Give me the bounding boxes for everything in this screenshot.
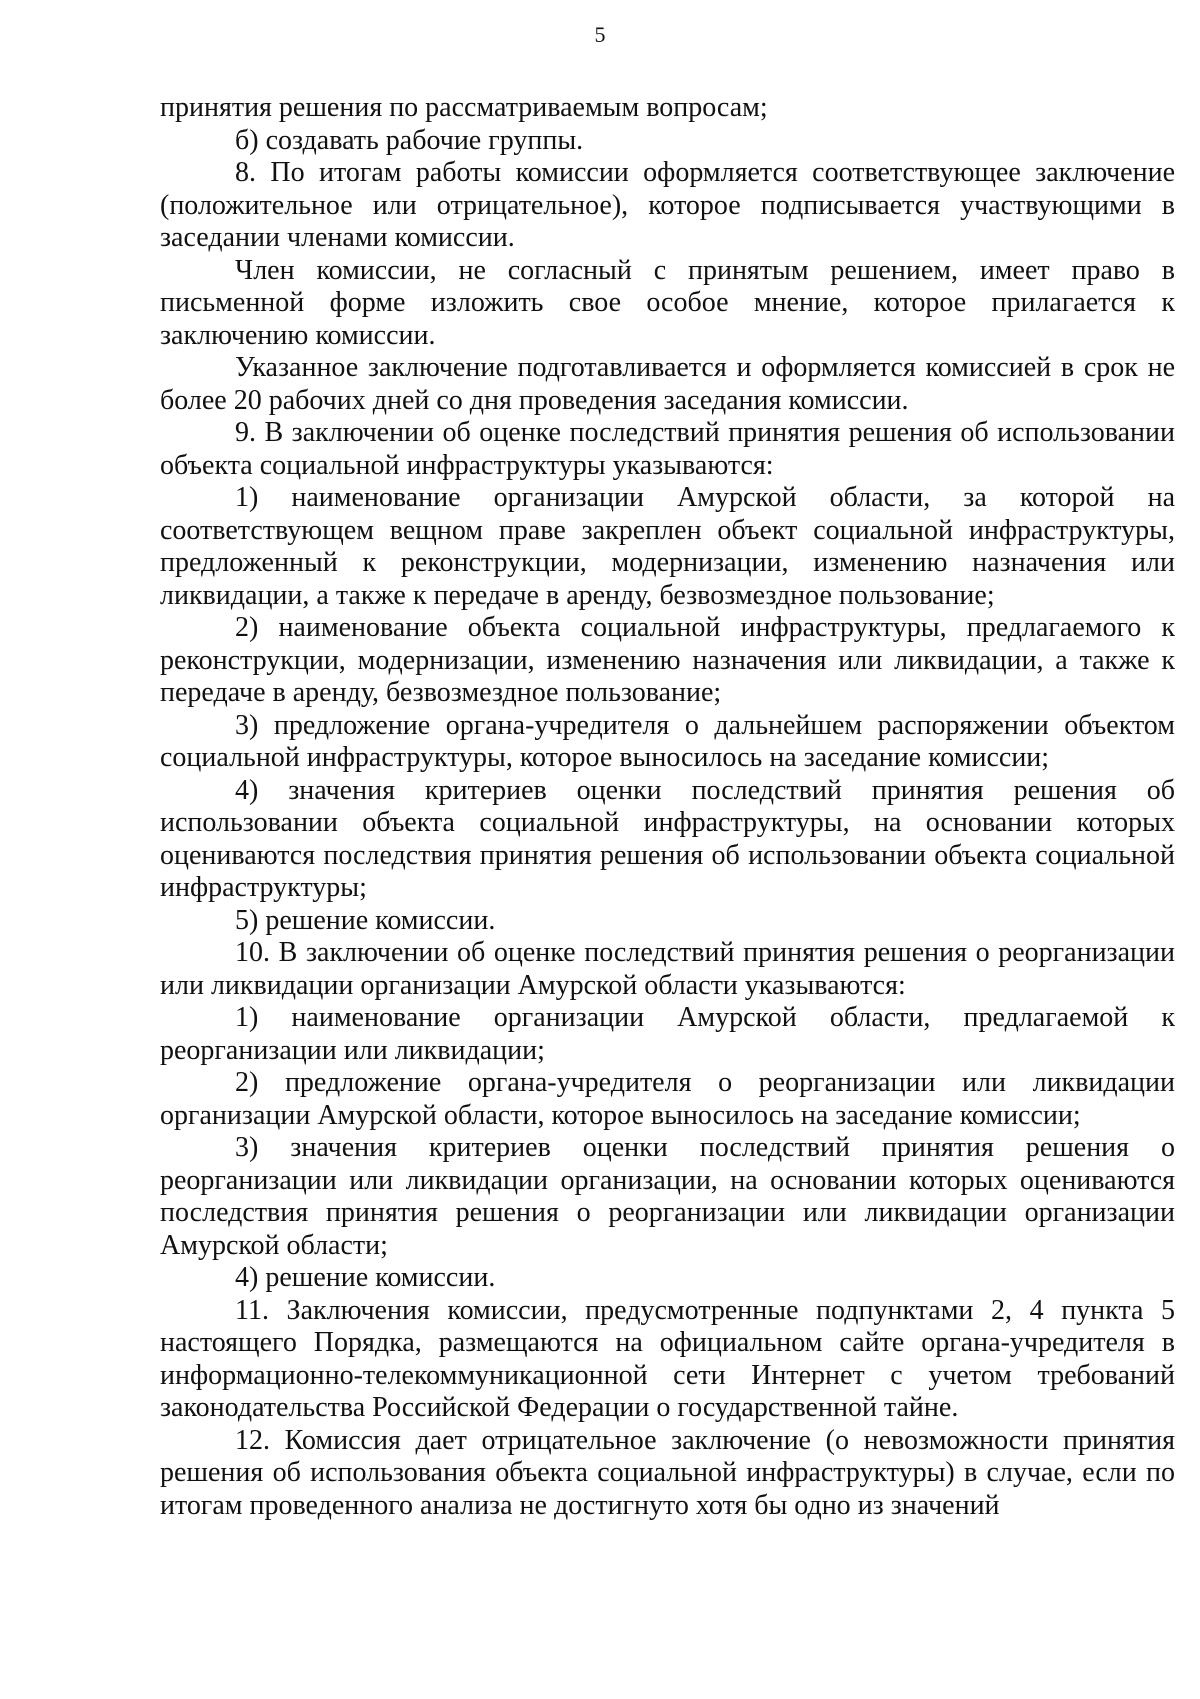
- page-number: 5: [594, 22, 606, 47]
- paragraph: Указанное заключение подготавливается и оформляется комиссией в срок не более 20 рабочих дней со дня проведения заседания комиссии.: [160, 352, 1175, 416]
- document-body: [160, 92, 1175, 1522]
- paragraph: 8. По итогам работы комиссии оформляется соответствующее заключение (положительное или отрицательное), которое подписывается участвующими в заседании членами комиссии.: [160, 157, 1175, 253]
- paragraph: принятия решения по рассматриваемым вопросам;: [160, 92, 768, 123]
- paragraph: 1) наименование организации Амурской области, за которой на соответствующем вещном праве закреплен объект социальной инфраструктуры, предложенный к реконструкции, модернизации, изменению назначения или ликвидации, а также к передаче в аренду, безвозмездное пользование;: [160, 482, 1175, 611]
- paragraph: 1) наименование организации Амурской области, предлагаемой к реорганизации или ликвидации;: [160, 1002, 1175, 1066]
- paragraph: 4) решение комиссии.: [235, 1262, 496, 1293]
- paragraph: 3) предложение органа-учредителя о дальнейшем распоряжении объектом социальной инфраструктуры, которое выносилось на заседание комиссии;: [160, 709, 1175, 773]
- paragraph: 5) решение комиссии.: [235, 904, 496, 936]
- paragraph: 4) значения критериев оценки последствий принятия решения об использовании объекта социальной инфраструктуры, на основании которых оцениваются последствия принятия решения об использовании объекта социальной инфраструктуры;: [160, 774, 1175, 903]
- paragraph: 10. В заключении об оценке последствий принятия решения о реорганизации или ликвидации организации Амурской области указываются:: [160, 937, 1175, 1001]
- paragraph: Член комиссии, не согласный с принятым решением, имеет право в письменной форме изложить свое особое мнение, которое прилагается к заключению комиссии.: [160, 254, 1175, 351]
- paragraph: 11. Заключения комиссии, предусмотренные подпунктами 2, 4 пункта 5 настоящего Порядка, размещаются на официальном сайте органа-учредителя в информационно-телекоммуникационной сети Интернет с учетом требований законодательства Российской Федерации о государственной тайне.: [160, 1294, 1175, 1423]
- paragraph: 2) предложение органа-учредителя о реорганизации или ликвидации организации Амурской области, которое выносилось на заседание комиссии;: [160, 1067, 1175, 1131]
- paragraph: 3) значения критериев оценки последствий принятия решения о реорганизации или ликвидации организации, на основании которых оцениваются последствия принятия решения о реорганизации или ликвидации организации Амурской области;: [160, 1132, 1175, 1261]
- paragraph: б) создавать рабочие группы.: [235, 124, 584, 156]
- paragraph: 2) наименование объекта социальной инфраструктуры, предлагаемого к реконструкции, модернизации, изменению назначения или ликвидации, а также к передаче в аренду, безвозмездное пользование;: [160, 612, 1175, 708]
- paragraph: 12. Комиссия дает отрицательное заключение (о невозможности принятия решения об использования объекта социальной инфраструктуры) в случае, если по итогам проведенного анализа не достигнуто хотя бы одно из значений: [160, 1424, 1175, 1521]
- paragraph: 9. В заключении об оценке последствий принятия решения об использовании объекта социальной инфраструктуры указываются:: [160, 417, 1175, 481]
